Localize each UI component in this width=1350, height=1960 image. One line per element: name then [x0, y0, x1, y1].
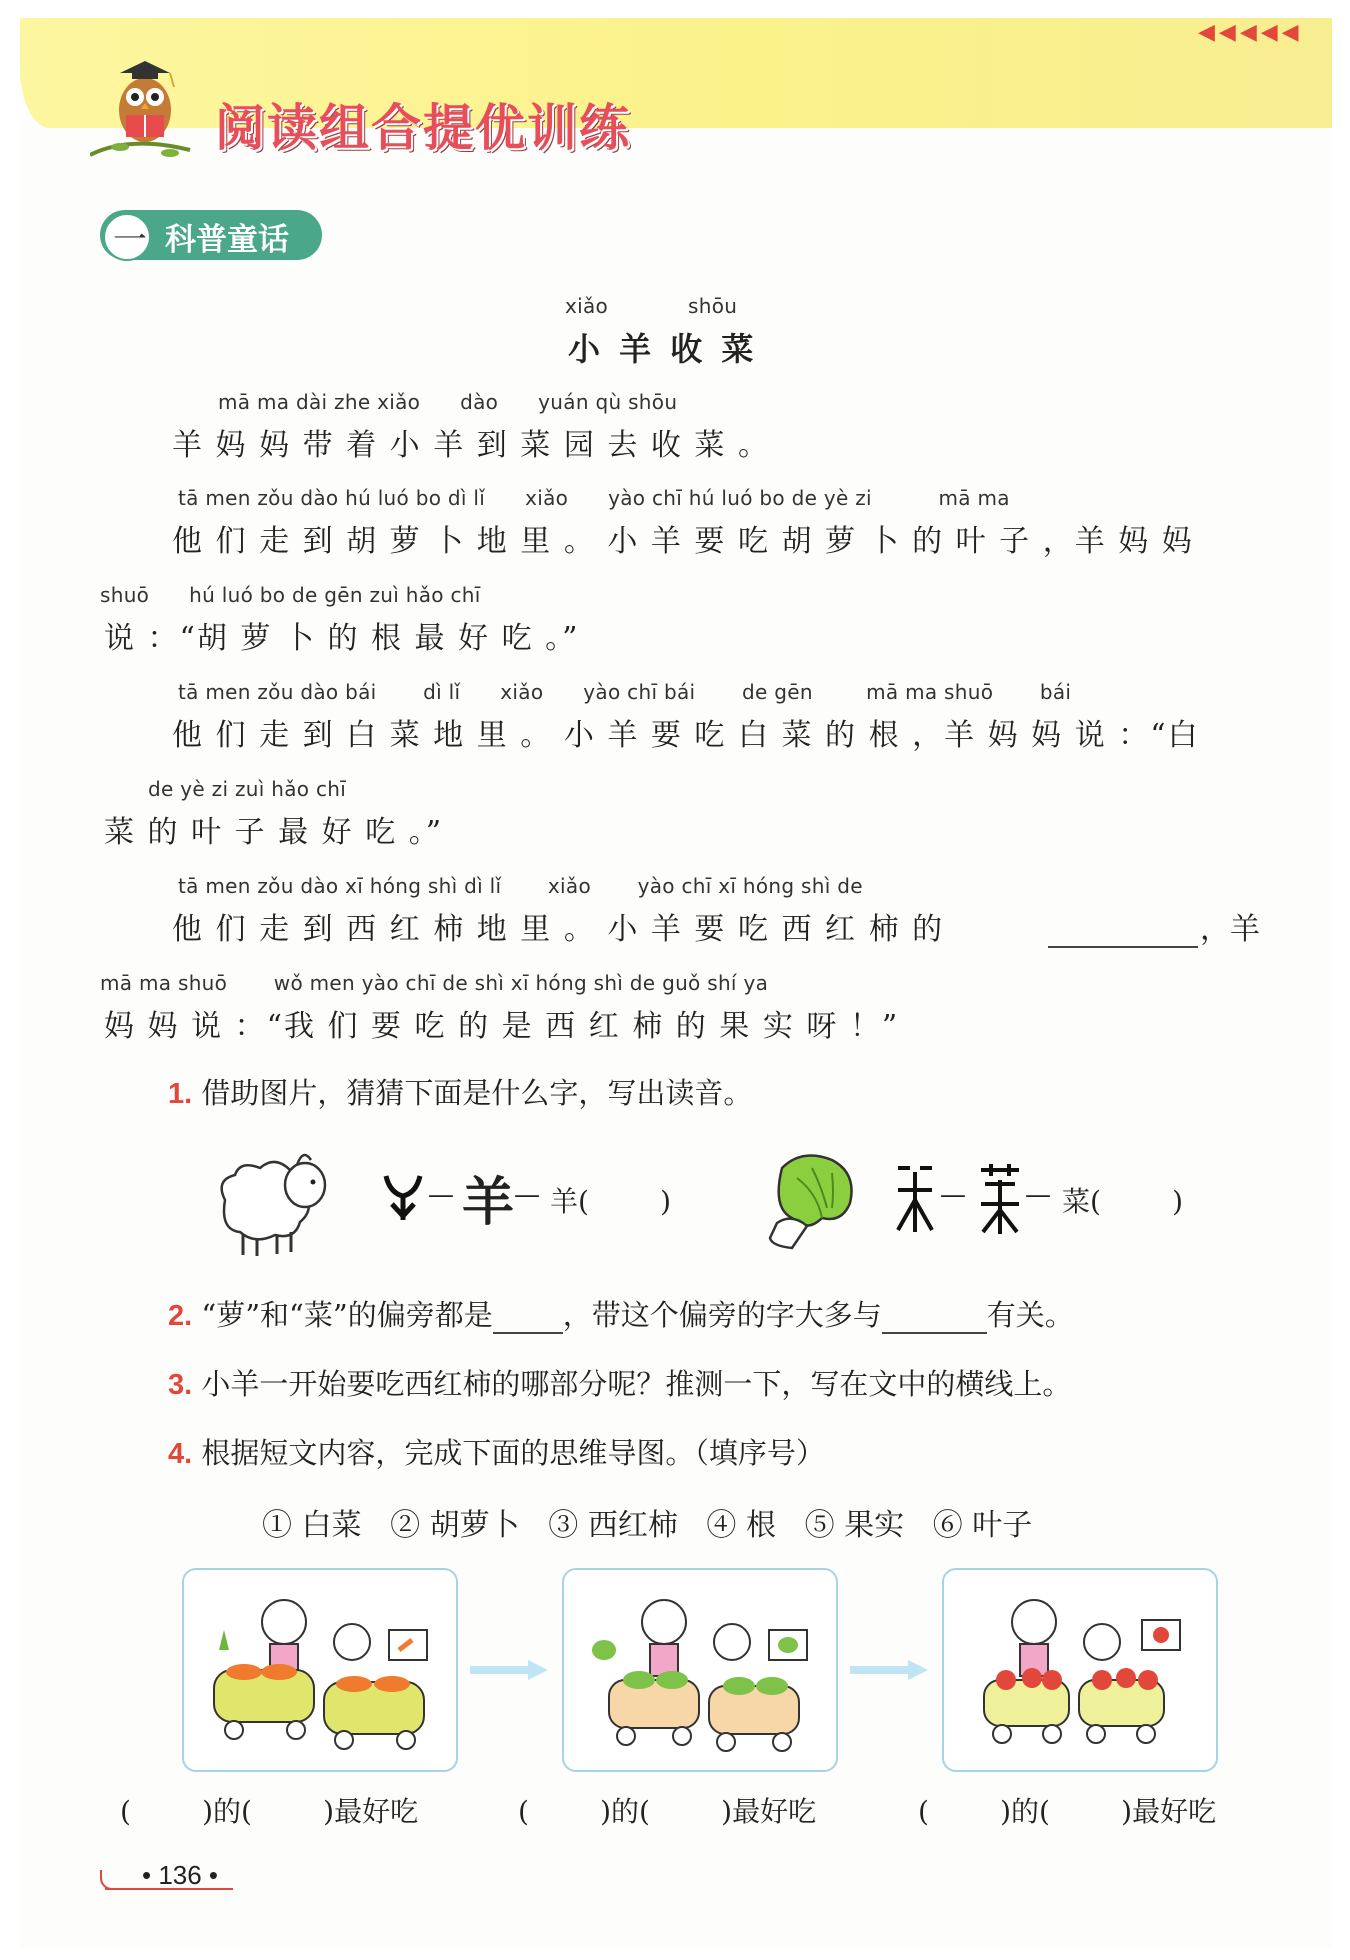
question-4-text: 根据短文内容，完成下面的思维导图。（填序号） [201, 1436, 825, 1470]
dash-2: — [514, 1180, 540, 1210]
question-2-text-a: “萝”和“菜”的偏旁都是 [201, 1298, 493, 1332]
owl-mascot-icon [90, 55, 200, 165]
cabbage-picture-icon [762, 1148, 862, 1252]
section-label: 科普童话 [165, 222, 289, 258]
question-3-text: 小羊一开始要吃西红柿的哪部分呢？推测一下，写在文中的横线上。 [201, 1367, 1072, 1401]
text-line-6-tail: ，羊 [1200, 912, 1260, 947]
carrot-scene-icon [184, 1570, 456, 1770]
picture-tomato-field [942, 1568, 1218, 1772]
question-3 [168, 1362, 1071, 1403]
cabbage-scene-icon [564, 1570, 836, 1770]
text-line-2: 他 们 走 到 胡 萝 卜 地 里 。 小 羊 要 吃 胡 萝 卜 的 叶 子 ，羊 妈 妈 [172, 524, 1194, 559]
question-1-text: 借助图片，猜猜下面是什么字，写出读音。 [201, 1076, 753, 1110]
answer-blank-meaning[interactable] [882, 1298, 987, 1334]
sheep-pinyin-blank[interactable]: 羊( ) [550, 1185, 672, 1218]
picture-carrot-field [182, 1568, 458, 1772]
question-2 [168, 1293, 1074, 1334]
text-line-7: 妈 妈 说 ：“我 们 要 吃 的 是 西 红 柿 的 果 实 呀 ！” [104, 1009, 900, 1044]
answer-row-2[interactable]: ( )的( )最好吃 [518, 1795, 817, 1828]
pinyin-line-2: tā men zǒu dào hú luó bo dì lǐ xiǎo yào chī hú luó bo de yè zi mā ma [178, 486, 1010, 510]
title-pinyin-xiao: xiǎo [565, 294, 609, 318]
pinyin-line-7: mā ma shuō wǒ men yào chī de shì xī hóng shì de guǒ shí ya [100, 971, 769, 995]
ancient-cai-glyph-1-icon [890, 1160, 940, 1240]
dash-1: — [428, 1180, 454, 1210]
story-title: 小 羊 收 菜 [568, 330, 754, 368]
answer-row-1[interactable]: ( )的( )最好吃 [120, 1795, 419, 1828]
pinyin-line-6: tā men zǒu dào xī hóng shì dì lǐ xiǎo yào chī xī hóng shì de [178, 874, 863, 898]
bronze-sheep-glyph: 羊 [462, 1172, 515, 1233]
pinyin-line-4: tā men zǒu dào bái dì lǐ xiǎo yào chī bái de gēn mā ma shuō bái [178, 680, 1072, 704]
question-1-number: 1. [168, 1078, 193, 1110]
dash-3: — [940, 1180, 966, 1210]
page-number-decoration [100, 1870, 122, 1890]
pinyin-line-5: de yè zi zuì hǎo chī [148, 777, 347, 801]
ancient-cai-glyph-2-icon [975, 1160, 1025, 1240]
options-list: ① 白菜 ② 胡萝卜 ③ 西红柿 ④ 根 ⑤ 果实 ⑥ 叶子 [262, 1508, 1033, 1543]
question-4 [168, 1431, 825, 1472]
answer-row-3[interactable]: ( )的( )最好吃 [918, 1795, 1217, 1828]
question-2-number: 2. [168, 1300, 193, 1332]
pinyin-line-1: mā ma dài zhe xiǎo dào yuán qù shōu [218, 390, 678, 414]
ancient-sheep-glyph-icon [378, 1168, 428, 1228]
picture-cabbage-field [562, 1568, 838, 1772]
arrow-right-icon-2 [850, 1658, 928, 1682]
answer-blank-radical[interactable] [493, 1298, 563, 1334]
text-line-5: 菜 的 叶 子 最 好 吃 。” [104, 815, 444, 850]
page-number: • 136 • [142, 1860, 219, 1890]
pinyin-line-3: shuō hú luó bo de gēn zuì hǎo chī [100, 583, 481, 607]
arrow-right-icon-1 [470, 1658, 548, 1682]
question-4-number: 4. [168, 1438, 193, 1470]
question-2-text-b: ，带这个偏旁的字大多与 [562, 1298, 882, 1332]
question-2-text-c: 有关。 [986, 1298, 1074, 1332]
text-line-4: 他 们 走 到 白 菜 地 里 。 小 羊 要 吃 白 菜 的 根 ，羊 妈 妈 说 ：“白 [172, 718, 1200, 753]
section-number: 一 [113, 220, 147, 260]
question-3-number: 3. [168, 1369, 193, 1401]
tomato-scene-icon [944, 1570, 1216, 1770]
sheep-picture-icon [205, 1140, 335, 1260]
title-pinyin-shou: shōu [688, 294, 738, 318]
text-line-1: 羊 妈 妈 带 着 小 羊 到 菜 园 去 收 菜 。 [172, 428, 770, 463]
text-line-6: 他 们 走 到 西 红 柿 地 里 。 小 羊 要 吃 西 红 柿 的 [172, 912, 945, 947]
veg-pinyin-blank[interactable]: 菜( ) [1062, 1185, 1184, 1218]
question-1 [168, 1071, 752, 1112]
text-line-3: 说 ：“胡 萝 卜 的 根 最 好 吃 。” [104, 621, 580, 656]
dash-4: — [1025, 1180, 1051, 1210]
header-title: 阅读组合提优训练 [215, 99, 631, 157]
header-arrows: ◀◀◀◀◀ [1198, 20, 1303, 45]
answer-blank-line-q3[interactable] [1048, 946, 1198, 948]
